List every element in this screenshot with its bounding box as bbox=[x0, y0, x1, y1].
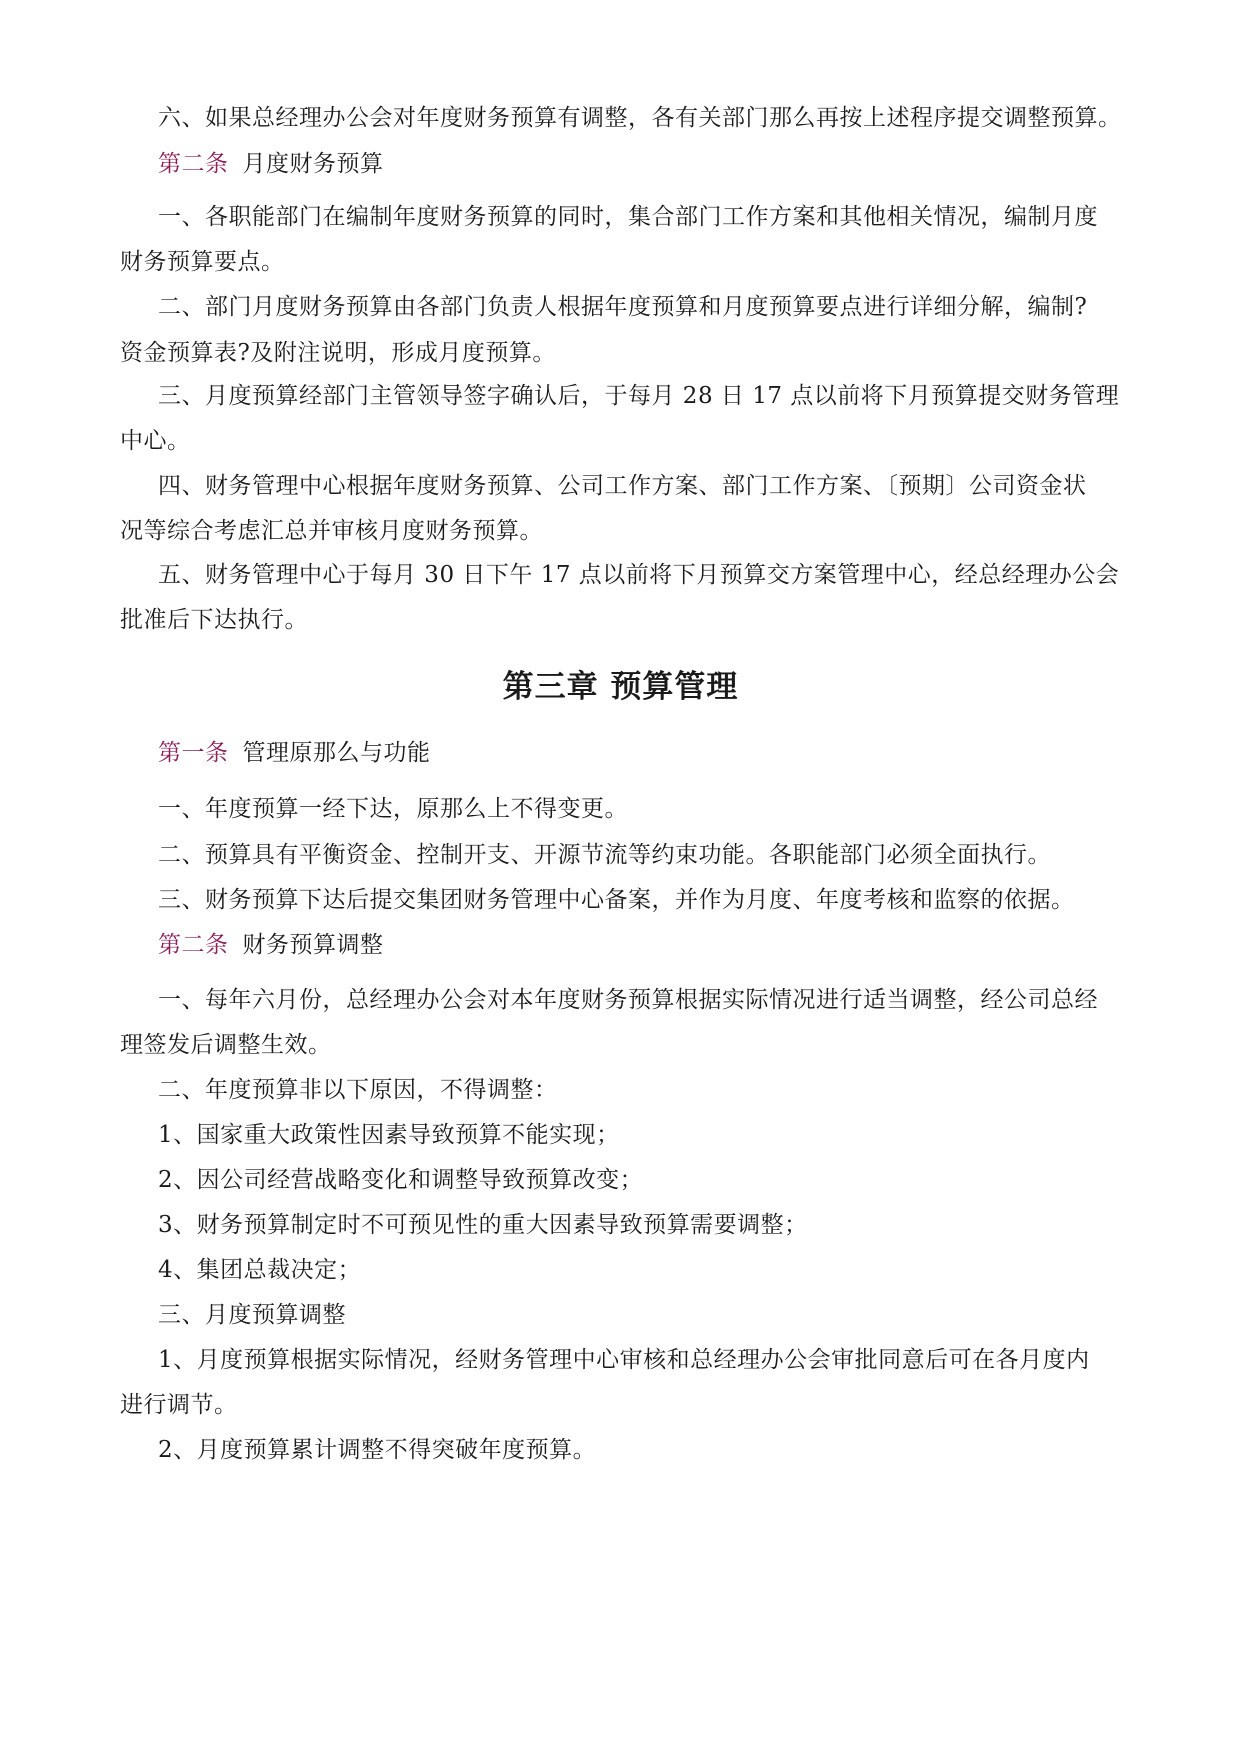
paragraph-line: 三、财务预算下达后提交集团财务管理中心备案，并作为月度、年度考核和监察的依据。 bbox=[158, 887, 1075, 913]
paragraph-line: 资金预算表?及附注说明，形成月度预算。 bbox=[120, 340, 556, 366]
paragraph-line: 批准后下达执行。 bbox=[120, 607, 308, 633]
list-item: 1、国家重大政策性因素导致预算不能实现； bbox=[158, 1122, 620, 1148]
list-item: 1、月度预算根据实际情况，经财务管理中心审核和总经理办公会审批同意后可在各月度内 bbox=[158, 1347, 1090, 1373]
article-label: 第一条 bbox=[158, 740, 229, 766]
article-heading-management-principle bbox=[158, 738, 1178, 768]
paragraph-line: 况等综合考虑汇总并审核月度财务预算。 bbox=[120, 518, 543, 544]
paragraph-line: 一、每年六月份，总经理办公会对本年度财务预算根据实际情况进行适当调整，经公司总经 bbox=[158, 987, 1098, 1013]
list-item: 2、因公司经营战略变化和调整导致预算改变； bbox=[158, 1167, 644, 1193]
paragraph-line: 一、年度预算一经下达，原那么上不得变更。 bbox=[158, 796, 628, 822]
paragraph-line: 进行调节。 bbox=[120, 1392, 238, 1418]
article-title: 月度财务预算 bbox=[242, 151, 384, 177]
paragraph-line: 四、财务管理中心根据年度财务预算、公司工作方案、部门工作方案、〔预期〕公司资金状 bbox=[158, 473, 1087, 499]
paragraph-line: 三、月度预算经部门主管领导签字确认后，于每月 28 日 17 点以前将下月预算提交财务管理 bbox=[158, 383, 1120, 409]
paragraph-line: 五、财务管理中心于每月 30 日下午 17 点以前将下月预算交方案管理中心，经总经理办公会 bbox=[158, 562, 1120, 588]
article-title: 管理原那么与功能 bbox=[242, 740, 431, 766]
paragraph-line: 理签发后调整生效。 bbox=[120, 1032, 332, 1058]
paragraph-budget-adjustment-resubmit: 六、如果总经理办公会对年度财务预算有调整，各有关部门那么再按上述程序提交调整预算。 bbox=[158, 105, 1122, 131]
article-heading-monthly-budget bbox=[158, 149, 1178, 179]
list-item: 2、月度预算累计调整不得突破年度预算。 bbox=[158, 1437, 597, 1463]
paragraph-line: 二、部门月度财务预算由各部门负责人根据年度预算和月度预算要点进行详细分解，编制? bbox=[158, 294, 1088, 320]
article-title: 财务预算调整 bbox=[242, 932, 384, 958]
paragraph-line: 财务预算要点。 bbox=[120, 249, 285, 275]
article-heading-budget-adjustment bbox=[158, 930, 1178, 960]
paragraph-line: 中心。 bbox=[120, 428, 191, 454]
paragraph-line: 二、年度预算非以下原因，不得调整： bbox=[158, 1077, 558, 1103]
article-label: 第二条 bbox=[158, 151, 229, 177]
list-item: 4、集团总裁决定； bbox=[158, 1257, 362, 1283]
paragraph-line: 二、预算具有平衡资金、控制开支、开源节流等约束功能。各职能部门必须全面执行。 bbox=[158, 842, 1051, 868]
paragraph-line: 一、各职能部门在编制年度财务预算的同时，集合部门工作方案和其他相关情况，编制月度 bbox=[158, 204, 1098, 230]
chapter-heading: 第三章 预算管理 bbox=[502, 669, 739, 705]
list-item: 3、财务预算制定时不可预见性的重大因素导致预算需要调整； bbox=[158, 1212, 808, 1238]
article-label: 第二条 bbox=[158, 932, 229, 958]
paragraph-line: 三、月度预算调整 bbox=[158, 1302, 346, 1328]
